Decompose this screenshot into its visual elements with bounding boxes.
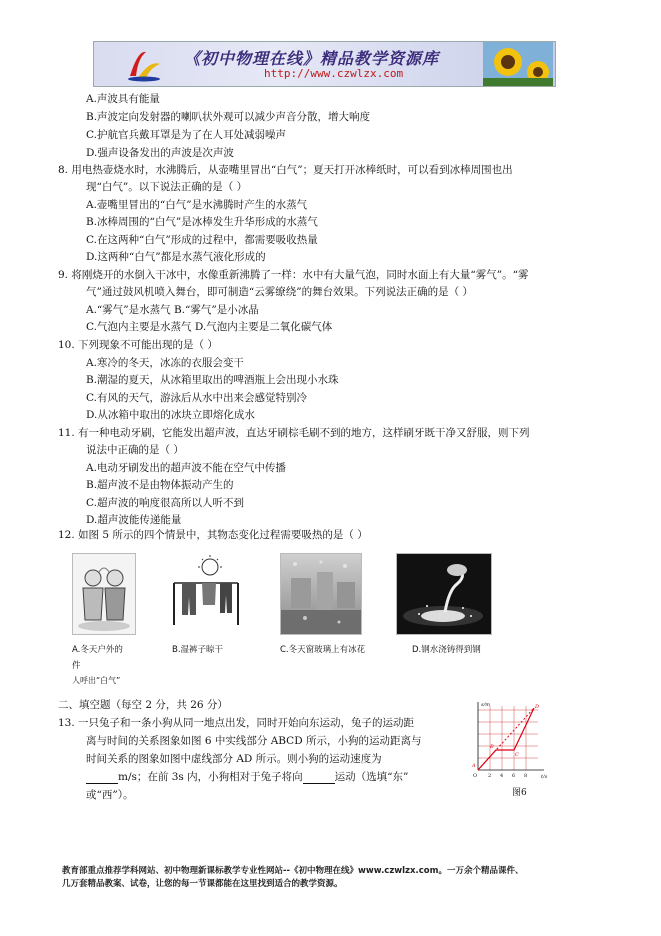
answer-option: A.壶嘴里冒出的“白气”是水沸腾时产生的水蒸气: [86, 199, 308, 211]
answer-option: C.在这两种“白气”形成的过程中，都需要吸收热量: [86, 234, 318, 246]
question-stem: 9. 将刚烧开的水倒入干冰中，水像重新沸腾了一样：水中有大量气泡，同时水面上有大量“雾气”。“雾: [58, 269, 529, 281]
answer-option: C.有风的天气，游泳后从水中出来会感觉特别冷: [86, 392, 307, 404]
figure-6-point-b: B: [490, 744, 494, 750]
answer-blank-direction[interactable]: [303, 773, 335, 784]
figure-5d-caption: D.钢水浇铸得到钢: [412, 645, 481, 655]
figure-6-xtick: 2: [488, 773, 492, 779]
answer-option: A.寒冷的冬天，冰冻的衣服会变干: [86, 357, 244, 369]
question-continuation: 现“白气”。以下说法正确的是（ ）: [86, 181, 248, 193]
banner-title: 《初中物理在线》精品教学资源库: [184, 49, 440, 68]
answer-option: B.潮湿的夏天，从冰箱里取出的啤酒瓶上会出现小水珠: [86, 374, 339, 386]
figure-6-graph: [468, 700, 548, 782]
figure-5: [60, 553, 500, 671]
answer-option: B.超声波不是由物体振动产生的: [86, 479, 234, 491]
figure-6-origin: O: [473, 773, 478, 779]
q13-line-3: 时间关系的图象如图中虚线部分 AD 所示。则小狗的运动速度为: [86, 753, 382, 765]
page-footer: [62, 865, 523, 891]
footer-line-2: 几万套精品教案、试卷，让您的每一节课都能在这里找到适合的教学资源。: [62, 879, 343, 889]
question-continuation: 说法中正确的是（ ）: [86, 444, 184, 456]
answer-option: B.声波定向发射器的喇叭状外观可以减少声音分散，增大响度: [86, 111, 371, 123]
answer-option: D.从冰箱中取出的冰块立即熔化成水: [86, 409, 255, 421]
figure-5a-caption-line3: 人呼出“白气”: [72, 676, 121, 685]
figure-5c-image: [280, 553, 362, 635]
footer-line-1: 教育部重点推荐学科网站、初中物理新课标教学专业性网站--《初中物理在线》www.czwlzx.com。一万余个精品课件、: [62, 866, 524, 876]
figure-6-xlabel: t/s: [541, 774, 548, 780]
header-banner: [93, 41, 556, 87]
banner-url: http://www.czwlzx.com: [264, 67, 404, 80]
figure-6-xtick: 4: [500, 773, 504, 779]
figure-5a-image: [72, 553, 136, 635]
answer-option: D.强声设备发出的声波是次声波: [86, 147, 234, 159]
figure-6-caption: 图6: [512, 788, 527, 798]
question-stem: 8. 用电热壶烧水时，水沸腾后，从壶嘴里冒出“白气”；夏天打开冰棒纸时，可以看到冰棒周围也出: [58, 164, 513, 176]
question-stem: 12. 如图 5 所示的四个情景中，其物态变化过程需要吸热的是（ ）: [58, 529, 368, 541]
answer-option: C.超声波的响度很高所以人听不到: [86, 497, 244, 509]
figure-6-xtick: 6: [512, 773, 516, 779]
answer-option: D.这两种“白气”都是水蒸气液化形成的: [86, 251, 266, 263]
answer-option: A.声波具有能量: [86, 93, 160, 105]
figure-5d-image: [396, 553, 492, 635]
figure-6-ylabel: s/m: [481, 702, 490, 708]
question-stem: 10. 下列现象不可能出现的是（ ）: [58, 339, 218, 351]
figure-5a-caption: A.冬天户外的: [72, 645, 123, 655]
figure-5b-image: [166, 553, 246, 633]
question-continuation: 气”通过鼓风机喷入舞台，即可制造“云雾缭绕”的舞台效果。下列说法正确的是（ ）: [86, 286, 473, 298]
figure-6-xtick: 8: [524, 773, 528, 779]
figure-5c-caption: C.冬天窗玻璃上有冰花: [280, 645, 366, 655]
q13-line-2: 离与时间的关系图象如图 6 中实线部分 ABCD 所示，小狗的运动距离与: [86, 735, 422, 747]
figure-6-point-d: D: [535, 704, 540, 710]
figure-5b-caption: B.湿裤子晾干: [172, 645, 224, 655]
figure-6-point-c: C: [515, 752, 519, 758]
q13-line-5: 或“西”）。: [86, 789, 134, 801]
answer-option: A.电动牙刷发出的超声波不能在空气中传播: [86, 462, 286, 474]
section-2-heading: 二、填空题（每空 2 分，共 26 分）: [58, 699, 228, 711]
answer-option: A.“雾气”是水蒸气 B.“雾气”是小冰晶: [86, 304, 259, 316]
answer-option: C.气泡内主要是水蒸气 D.气泡内主要是二氧化碳气体: [86, 321, 333, 333]
sunflower-icon: [483, 42, 553, 86]
figure-6-point-a: A: [472, 763, 476, 769]
q13-line-4: m/s；在前 3s 内，小狗相对于兔子将向 运动（选填“东”: [86, 770, 408, 784]
question-stem: 11. 有一种电动牙刷，它能发出超声波，直达牙刷棕毛刷不到的地方，这样刷牙既干净又舒服，则下列: [58, 427, 530, 439]
logo-icon: [124, 46, 164, 82]
q13-line-1: 13. 一只兔子和一条小狗从同一地点出发，同时开始向东运动，兔子的运动距: [58, 717, 415, 729]
answer-blank-speed[interactable]: [86, 773, 118, 784]
answer-option: D.超声波能传递能量: [86, 514, 182, 526]
answer-option: B.冰棒周围的“白气”是冰棒发生升华形成的水蒸气: [86, 216, 318, 228]
answer-option: C.护航官兵戴耳罩是为了在人耳处减弱噪声: [86, 129, 286, 141]
figure-5a-caption-line2: 件: [72, 661, 81, 671]
